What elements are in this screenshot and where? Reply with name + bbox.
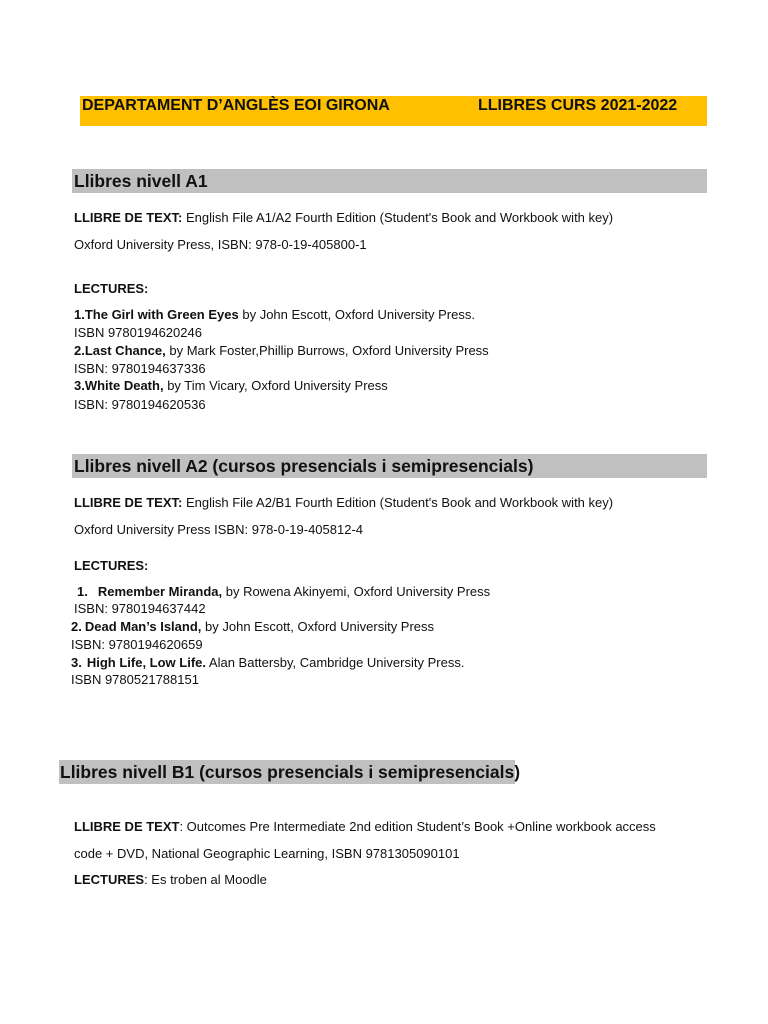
a2-reading-1: 1. Remember Miranda, by Rowena Akinyemi, Oxford University Press (77, 584, 491, 599)
b1-lectures-label: LECTURES (74, 872, 145, 887)
a1-reading-1-isbn: ISBN 9780194620246 (74, 325, 202, 340)
b1-lectures: : Es troben al Moodle (144, 872, 267, 887)
b1-textbook-line-2: code + DVD, National Geographic Learning, ISBN 9781305090101 (74, 846, 460, 861)
a2-reading-2: 2. Dead Man’s Island, by John Escott, Oxford University Press (71, 619, 435, 634)
b1-textbook-label: LLIBRE DE TEXT (74, 819, 180, 834)
a2-reading-1-isbn: ISBN: 9780194637442 (74, 601, 206, 616)
a1-publisher: Oxford University Press, ISBN: 978-0-19-405800-1 (74, 237, 367, 252)
a1-reading-1: 1.The Girl with Green Eyes by John Escott, Oxford University Press. (74, 307, 475, 322)
a1-lectures-label: LECTURES: (74, 281, 149, 296)
b1-lectures-line (74, 871, 267, 888)
a1-reading-2: 2.Last Chance, by Mark Foster,Phillip Burrows, Oxford University Press (74, 343, 489, 358)
a2-reading-3-isbn: ISBN 9780521788151 (71, 672, 199, 687)
a1-reading-3: 3.White Death, by Tim Vicary, Oxford University Press (74, 378, 388, 393)
course-year-title: LLIBRES CURS 2021-2022 (478, 97, 678, 114)
a2-reading-2-isbn: ISBN: 9780194620659 (71, 637, 203, 652)
a2-lectures-label: LECTURES: (74, 558, 149, 573)
department-title: DEPARTAMENT D’ANGLÈS EOI GIRONA (82, 97, 390, 114)
a2-textbook-label: LLIBRE DE TEXT: (74, 495, 183, 510)
a1-textbook-line (74, 209, 613, 226)
a2-textbook: English File A2/B1 Fourth Edition (Student's Book and Workbook with key) (182, 495, 614, 510)
a1-reading-2-isbn: ISBN: 9780194637336 (74, 361, 206, 376)
section-b1-title: Llibres nivell B1 (cursos presencials i semipresencials) (60, 762, 521, 782)
section-a1-title: Llibres nivell A1 (74, 171, 208, 191)
a1-textbook-label: LLIBRE DE TEXT: (74, 210, 183, 225)
a1-textbook: English File A1/A2 Fourth Edition (Student's Book and Workbook with key) (182, 210, 614, 225)
b1-textbook-line (74, 818, 656, 835)
b1-textbook: : Outcomes Pre Intermediate 2nd edition Student’s Book +Online workbook access (179, 819, 656, 834)
a1-reading-3-isbn: ISBN: 9780194620536 (74, 397, 206, 412)
a2-textbook-line (74, 494, 613, 511)
section-a2-title: Llibres nivell A2 (cursos presencials i semipresencials) (74, 456, 534, 476)
a2-reading-3: 3. High Life, Low Life. Alan Battersby, Cambridge University Press. (71, 655, 465, 670)
a2-publisher: Oxford University Press ISBN: 978-0-19-405812-4 (74, 522, 364, 537)
